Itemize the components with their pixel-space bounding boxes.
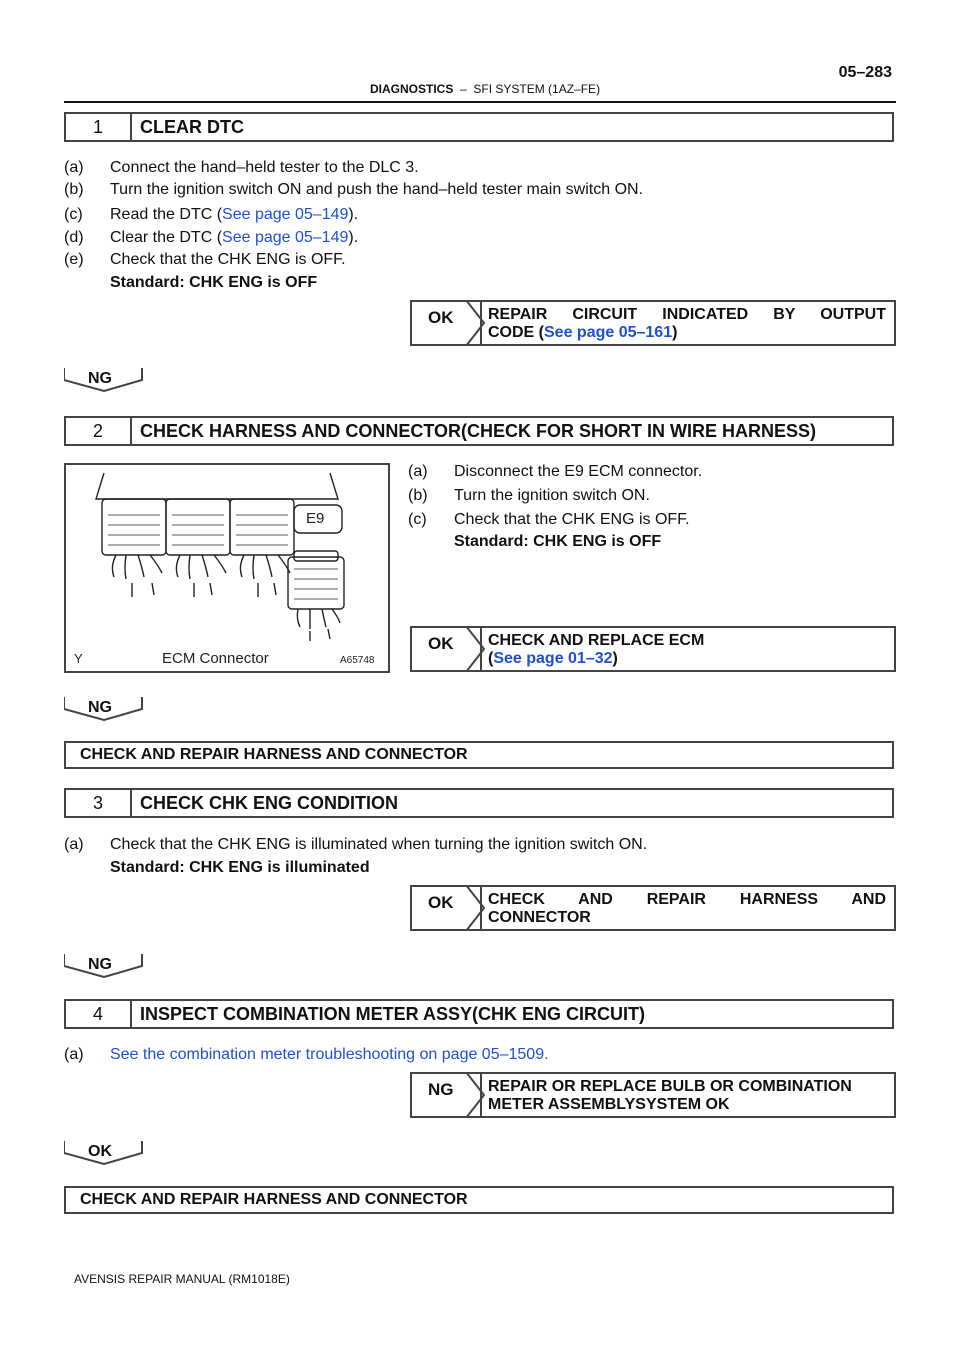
header-separator: – xyxy=(460,82,467,96)
combination-meter-link[interactable]: See the combination meter troubleshooting on page 05–1509. xyxy=(110,1046,549,1063)
figure-code: A65748 xyxy=(340,655,375,666)
ok-result-box: CHECK AND REPLACE ECM (See page 01–32) xyxy=(482,626,896,672)
manual-footer: AVENSIS REPAIR MANUAL (RM1018E) xyxy=(74,1272,290,1286)
ok-tag: OK xyxy=(410,626,482,672)
step-4-ok-tag: OK xyxy=(64,1141,142,1163)
step-3-item-a: (a) Check that the CHK ENG is illuminated when turning the ignition switch ON. xyxy=(64,836,648,853)
figure-caption: ECM Connector xyxy=(162,650,269,667)
see-page-link[interactable]: See page 05–161 xyxy=(544,324,673,341)
connector-label: E9 xyxy=(306,510,325,527)
step-number: 2 xyxy=(66,418,132,444)
ng-tag: NG xyxy=(410,1072,482,1118)
step-title: CHECK HARNESS AND CONNECTOR(CHECK FOR SHORT IN WIRE HARNESS) xyxy=(140,421,817,441)
header-section: DIAGNOSTICS xyxy=(370,82,454,96)
step-3-ng-tag: NG xyxy=(64,954,142,976)
step-title: CHECK CHK ENG CONDITION xyxy=(140,793,399,813)
see-page-link[interactable]: See page 05–149 xyxy=(222,206,349,223)
header-rule xyxy=(64,101,896,103)
ng-result-box: REPAIR OR REPLACE BULB OR COMBINATION METER ASSEMBLYSYSTEM OK xyxy=(482,1072,896,1118)
step-2-item-c: (c) Check that the CHK ENG is OFF. xyxy=(408,511,690,528)
step-4-ok-result: CHECK AND REPAIR HARNESS AND CONNECTOR xyxy=(64,1186,894,1214)
step-2-item-a: (a) Disconnect the E9 ECM connector. xyxy=(408,463,703,480)
running-header xyxy=(370,82,600,96)
standard-text: Standard: CHK ENG is OFF xyxy=(454,533,662,550)
ecm-connector-figure xyxy=(64,463,390,673)
step-4-item-a: (a) See the combination meter troubleshooting on page 05–1509. xyxy=(64,1046,549,1063)
step-number: 3 xyxy=(66,790,132,816)
ecm-connector-illustration xyxy=(66,465,388,671)
figure-mark: Y xyxy=(74,651,83,666)
standard-text: Standard: CHK ENG is OFF xyxy=(110,274,318,291)
step-number: 4 xyxy=(66,1001,132,1027)
step-1-item-b: (b) Turn the ignition switch ON and push the hand–held tester main switch ON. xyxy=(64,181,644,198)
step-1-ng-tag: NG xyxy=(64,368,142,390)
header-subsection: SFI SYSTEM (1AZ–FE) xyxy=(473,82,601,96)
step-title: INSPECT COMBINATION METER ASSY(CHK ENG CIRCUIT) xyxy=(140,1004,646,1024)
see-page-link[interactable]: See page 01–32 xyxy=(493,650,613,667)
step-4-ng-result xyxy=(410,1072,896,1118)
step-2-header xyxy=(64,416,894,446)
page-number: 05–283 xyxy=(838,64,892,81)
step-1-ok-result xyxy=(410,300,896,346)
step-3-header xyxy=(64,788,894,818)
step-1-header xyxy=(64,112,894,142)
ok-tag: OK xyxy=(410,300,482,346)
ok-result-box: REPAIR CIRCUIT INDICATED BY OUTPUT CODE (See page 05–161) xyxy=(482,300,896,346)
step-2-ng-result: CHECK AND REPAIR HARNESS AND CONNECTOR xyxy=(64,741,894,769)
step-2-ok-result xyxy=(410,626,896,672)
see-page-link[interactable]: See page 05–149 xyxy=(222,229,349,246)
step-1-item-d: (d) Clear the DTC (See page 05–149). xyxy=(64,229,359,246)
step-1-item-e: (e) Check that the CHK ENG is OFF. xyxy=(64,251,346,268)
standard-text: Standard: CHK ENG is illuminated xyxy=(110,859,370,876)
ok-tag: OK xyxy=(410,885,482,931)
step-number: 1 xyxy=(66,114,132,140)
step-1-item-c: (c) Read the DTC (See page 05–149). xyxy=(64,206,359,223)
step-title: CLEAR DTC xyxy=(140,117,244,137)
ok-result-box: CHECK AND REPAIR HARNESS AND CONNECTOR xyxy=(482,885,896,931)
step-4-header xyxy=(64,999,894,1029)
step-2-ng-tag: NG xyxy=(64,697,142,719)
step-1-item-a: (a) Connect the hand–held tester to the DLC 3. xyxy=(64,159,419,176)
step-3-ok-result xyxy=(410,885,896,931)
step-2-item-b: (b) Turn the ignition switch ON. xyxy=(408,487,650,504)
